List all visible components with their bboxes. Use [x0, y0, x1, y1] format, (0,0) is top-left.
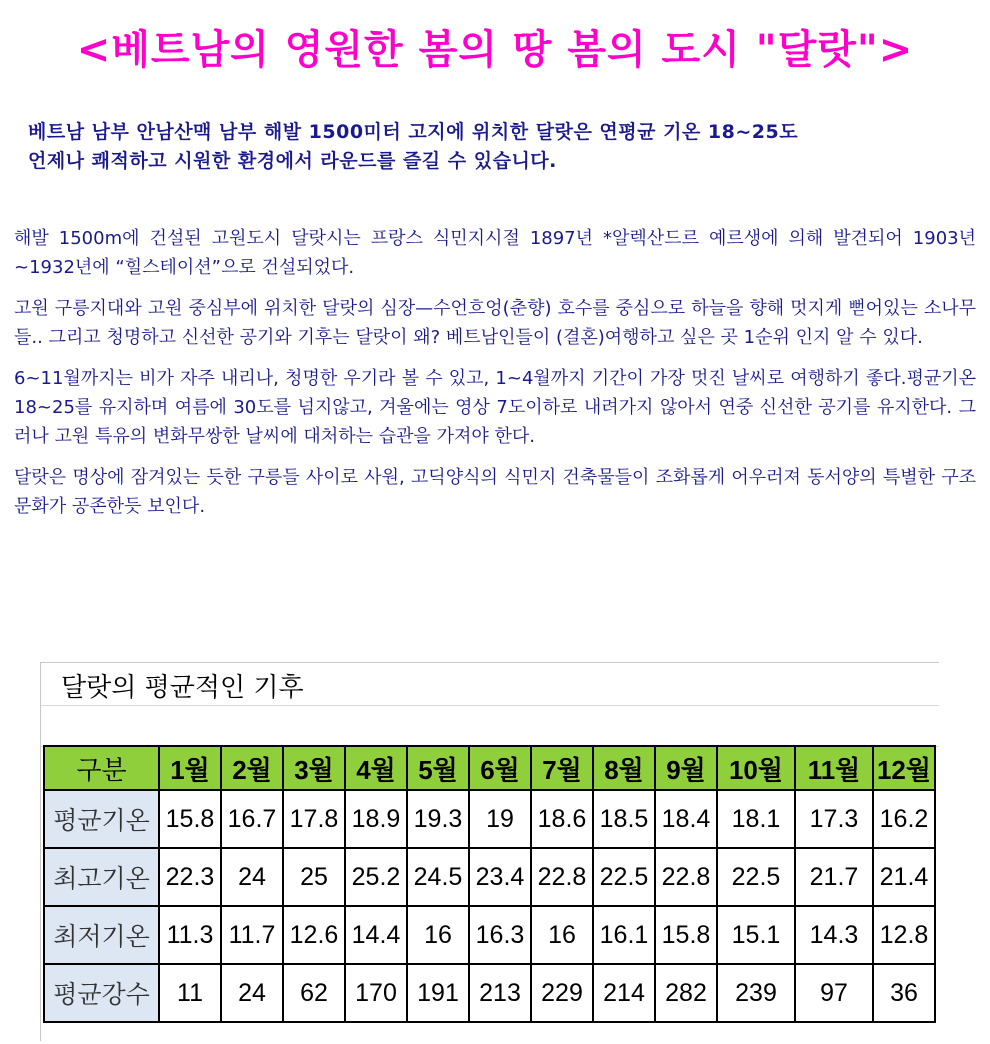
- header-cell: 2월: [221, 746, 283, 790]
- table-cell: 11.3: [159, 906, 221, 964]
- climate-table-image: [40, 662, 939, 1041]
- table-cell: 18.6: [531, 790, 593, 848]
- header-cell: 3월: [283, 746, 345, 790]
- table-cell: 97: [795, 964, 873, 1022]
- intro-line-2: 언제나 쾌적하고 시원한 환경에서 라운드를 즐길 수 있습니다.: [28, 150, 557, 172]
- table-cell: 16.1: [593, 906, 655, 964]
- table-cell: 62: [283, 964, 345, 1022]
- table-cell: 24: [221, 964, 283, 1022]
- intro: [28, 118, 978, 176]
- table-cell: 22.8: [655, 848, 717, 906]
- table-cell: 239: [717, 964, 795, 1022]
- table-cell: 16: [531, 906, 593, 964]
- table-cell: 18.4: [655, 790, 717, 848]
- table-row: [44, 790, 935, 848]
- table-cell: 23.4: [469, 848, 531, 906]
- table-cell: 18.1: [717, 790, 795, 848]
- intro-line-1: 베트남 남부 안남산맥 남부 해발 1500미터 고지에 위치한 달랏은 연평균 기온 18~25도: [28, 121, 799, 143]
- header-cell: 4월: [345, 746, 407, 790]
- table-cell: 21.7: [795, 848, 873, 906]
- spreadsheet-blank-row: [41, 705, 939, 747]
- header-cell: 5월: [407, 746, 469, 790]
- table-cell: 282: [655, 964, 717, 1022]
- table-cell: 15.1: [717, 906, 795, 964]
- table-cell: 36: [873, 964, 935, 1022]
- table-cell: 16.2: [873, 790, 935, 848]
- header-cell: 6월: [469, 746, 531, 790]
- table-cell: 14.3: [795, 906, 873, 964]
- table-cell: 15.8: [159, 790, 221, 848]
- paragraph-weather: 6~11월까지는 비가 자주 내리나, 청명한 우기라 볼 수 있고, 1~4월까지 기간이 가장 멋진 날씨로 여행하기 좋다.평균기온 18~25를 유지하며 여름에 30도를 넘지않고, 겨울에는 영상 7도이하로 내려가지 않아서 연중 신선한 공기를 유지한다. 그러나 고원 특유의 변화무쌍한 날씨에 대처하는 습관을 가져야 한다.: [14, 368, 976, 447]
- table-cell: 19: [469, 790, 531, 848]
- table-cell: 213: [469, 964, 531, 1022]
- row-header-max-temp: 최고기온: [44, 848, 159, 906]
- table-cell: 17.8: [283, 790, 345, 848]
- table-header-row: [44, 746, 935, 790]
- table-cell: 21.4: [873, 848, 935, 906]
- table-cell: 229: [531, 964, 593, 1022]
- header-cell: 10월: [717, 746, 795, 790]
- table-row: [44, 848, 935, 906]
- row-header-avg-precip: 평균강수: [44, 964, 159, 1022]
- table-cell: 11.7: [221, 906, 283, 964]
- header-cell: 8월: [593, 746, 655, 790]
- paragraph-history: 해발 1500m에 건설된 고원도시 달랏시는 프랑스 식민지시절 1897년 *알렉산드르 예르생에 의해 발견되어 1903년~1932년에 “힐스테이션”으로 건설되었다.: [14, 228, 976, 278]
- table-cell: 19.3: [407, 790, 469, 848]
- table-row: [44, 964, 935, 1022]
- table-row: [44, 906, 935, 964]
- table-cell: 22.8: [531, 848, 593, 906]
- table-cell: 18.5: [593, 790, 655, 848]
- table-cell: 22.3: [159, 848, 221, 906]
- table-cell: 14.4: [345, 906, 407, 964]
- table-cell: 170: [345, 964, 407, 1022]
- header-cell: 7월: [531, 746, 593, 790]
- climate-table-title: 달랏의 평균적인 기후: [61, 673, 304, 703]
- header-cell: 1월: [159, 746, 221, 790]
- table-cell: 15.8: [655, 906, 717, 964]
- table-cell: 24.5: [407, 848, 469, 906]
- table-cell: 25: [283, 848, 345, 906]
- table-cell: 16: [407, 906, 469, 964]
- paragraph-architecture: 달랏은 명상에 잠겨있는 듯한 구릉들 사이로 사원, 고딕양식의 식민지 건축물들이 조화롭게 어우러져 동서양의 특별한 구조문화가 공존한듯 보인다.: [14, 467, 976, 517]
- table-cell: 16.3: [469, 906, 531, 964]
- table-cell: 16.7: [221, 790, 283, 848]
- table-cell: 17.3: [795, 790, 873, 848]
- page-title: <베트남의 영원한 봄의 땅 봄의 도시 "달랏">: [76, 27, 914, 73]
- table-cell: 12.8: [873, 906, 935, 964]
- header-cell: 구분: [44, 746, 159, 790]
- table-cell: 22.5: [717, 848, 795, 906]
- header-cell: 9월: [655, 746, 717, 790]
- table-cell: 25.2: [345, 848, 407, 906]
- row-header-avg-temp: 평균기온: [44, 790, 159, 848]
- table-cell: 12.6: [283, 906, 345, 964]
- body-text: [14, 224, 976, 533]
- paragraph-lake: 고원 구릉지대와 고원 중심부에 위치한 달랏의 심장—수언흐엉(춘향) 호수를 중심으로 하늘을 향해 멋지게 뻗어있는 소나무들.. 그리고 청명하고 신선한 공기와 기후는 달랏이 왜? 베트남인들이 (결혼)여행하고 싶은 곳 1순위 인지 알 수 있다.: [14, 298, 976, 348]
- table-cell: 191: [407, 964, 469, 1022]
- table-cell: 24: [221, 848, 283, 906]
- table-cell: 22.5: [593, 848, 655, 906]
- row-header-min-temp: 최저기온: [44, 906, 159, 964]
- header-cell: 11월: [795, 746, 873, 790]
- table-cell: 11: [159, 964, 221, 1022]
- header-cell: 12월: [873, 746, 935, 790]
- climate-table: [43, 745, 936, 1023]
- table-cell: 18.9: [345, 790, 407, 848]
- table-cell: 214: [593, 964, 655, 1022]
